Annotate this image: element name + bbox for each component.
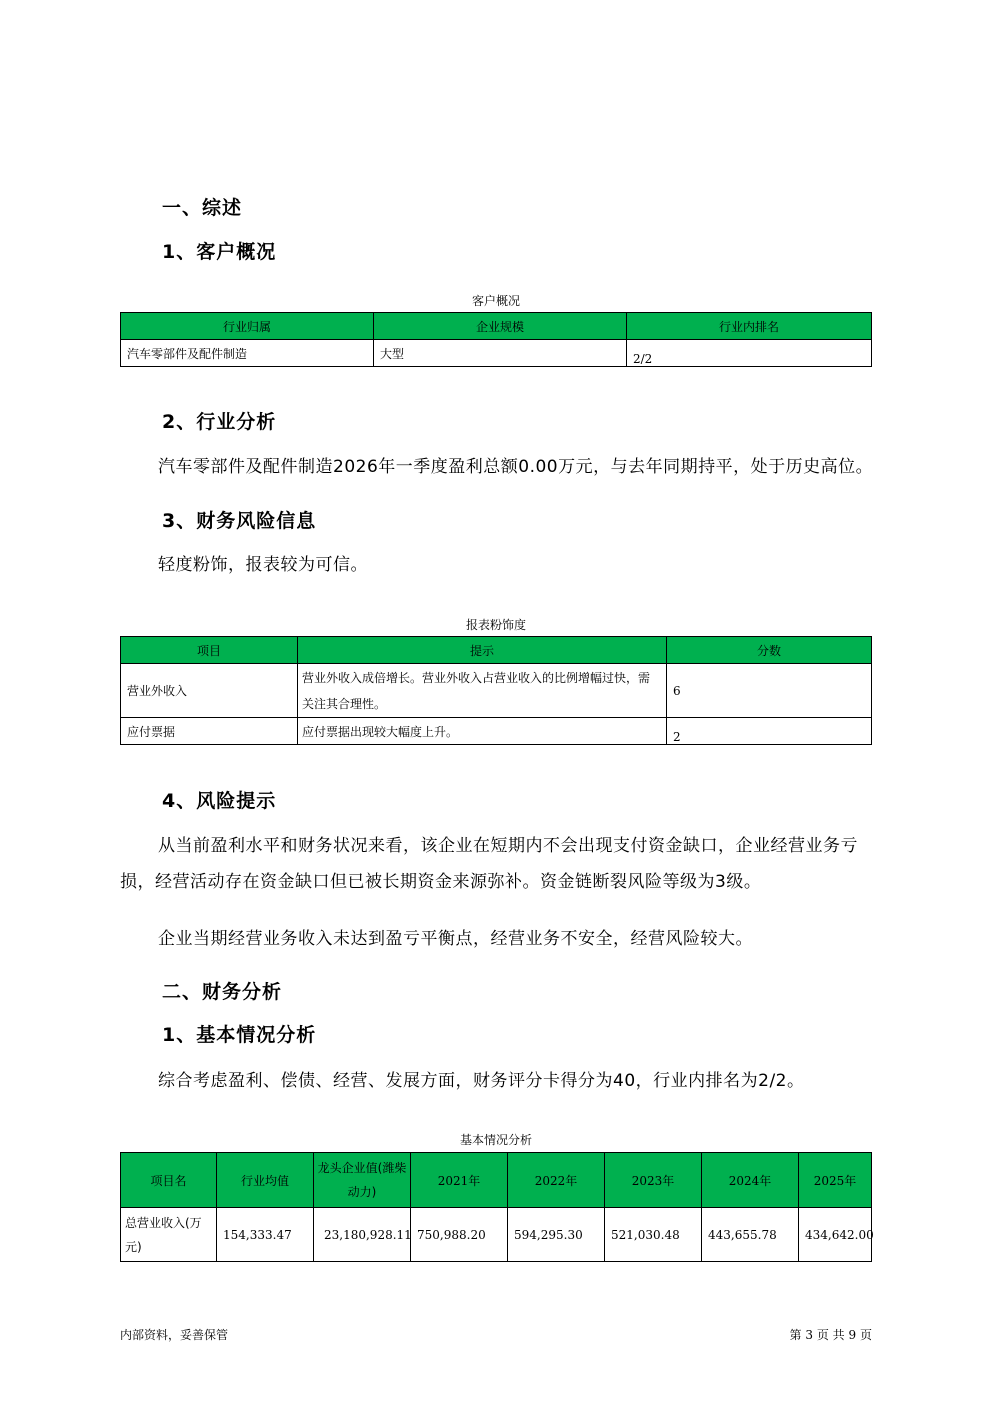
customer-cell-rank: 2/2 [627, 340, 872, 367]
embellish-table-caption: 报表粉饰度 [465, 618, 526, 632]
risk-tip-paragraph-1: 从当前盈利水平和财务状况来看，该企业在短期内不会出现支付资金缺口，企业经营业务亏损，经营活动存在资金缺口但已被长期资金来源弥补。资金链断裂风险等级为3级。 [120, 836, 858, 892]
embellish-header-item: 项目 [121, 637, 298, 664]
basic-cell-2024: 443,655.78 [702, 1208, 799, 1262]
basic-header-leader: 龙头企业值(潍柴动力) [314, 1153, 411, 1208]
industry-analysis-text: 汽车零部件及配件制造2026年一季度盈利总额0.00万元，与去年同期持平，处于历史高位。 [158, 457, 874, 477]
basic-cell-2021: 750,988.20 [411, 1208, 508, 1262]
section-title-industry: 2、行业分析 [162, 411, 277, 433]
basic-header-avg: 行业均值 [217, 1153, 314, 1208]
financial-risk-text: 轻度粉饰，报表较为可信。 [158, 555, 368, 575]
section-title-customer: 1、客户概况 [162, 241, 277, 263]
embellish-header-score: 分数 [667, 637, 872, 664]
basic-cell-avg: 154,333.47 [217, 1208, 314, 1262]
page-mid: 页 共 [816, 1328, 845, 1342]
table-row [121, 1208, 872, 1262]
basic-header-2021: 2021年 [411, 1153, 508, 1208]
section-title-basic: 1、基本情况分析 [162, 1024, 317, 1046]
basic-cell-2025: 434,642.00 [799, 1208, 872, 1262]
page-current: 3 [805, 1328, 814, 1342]
section-title-risk-tip: 4、风险提示 [162, 790, 277, 812]
embellish-hint: 营业外收入成倍增长。营业外收入占营业收入的比例增幅过快，需关注其合理性。 [298, 664, 667, 718]
basic-analysis-text: 综合考虑盈利、偿债、经营、发展方面，财务评分卡得分为40，行业内排名为2/2。 [158, 1071, 805, 1091]
table-row [121, 718, 872, 745]
basic-header-2025: 2025年 [799, 1153, 872, 1208]
basic-header-2023: 2023年 [605, 1153, 702, 1208]
customer-header-scale: 企业规模 [374, 313, 627, 340]
footer-confidential-note: 内部资料，妥善保管 [120, 1328, 229, 1342]
basic-header-2024: 2024年 [702, 1153, 799, 1208]
section-title-financial-risk: 3、财务风险信息 [162, 510, 317, 532]
section-title-financial-analysis: 二、财务分析 [162, 981, 283, 1003]
embellish-score: 6 [667, 664, 872, 718]
basic-header-item: 项目名 [121, 1153, 217, 1208]
risk-tip-paragraph-2: 企业当期经营业务收入未达到盈亏平衡点，经营业务不安全，经营风险较大。 [158, 929, 753, 949]
page-prefix: 第 [789, 1328, 802, 1342]
basic-table-caption: 基本情况分析 [459, 1133, 532, 1147]
customer-cell-industry: 汽车零部件及配件制造 [121, 340, 374, 367]
embellish-header-hint: 提示 [298, 637, 667, 664]
basic-cell-item: 总营业收入(万元) [121, 1208, 217, 1262]
section-title-overview: 一、综述 [162, 197, 243, 219]
embellish-score: 2 [667, 718, 872, 745]
embellish-table [120, 636, 872, 745]
customer-table-caption: 客户概况 [471, 294, 520, 308]
customer-header-rank: 行业内排名 [627, 313, 872, 340]
basic-cell-leader: 23,180,928.11 [314, 1208, 411, 1262]
embellish-hint: 应付票据出现较大幅度上升。 [298, 718, 667, 745]
basic-header-2022: 2022年 [508, 1153, 605, 1208]
customer-table [120, 312, 872, 367]
customer-header-industry: 行业归属 [121, 313, 374, 340]
customer-cell-scale: 大型 [374, 340, 627, 367]
embellish-item: 营业外收入 [121, 664, 298, 718]
footer-page-number [790, 1326, 872, 1343]
basic-table [120, 1152, 872, 1262]
basic-cell-2022: 594,295.30 [508, 1208, 605, 1262]
page-total: 9 [848, 1328, 857, 1342]
embellish-item: 应付票据 [121, 718, 298, 745]
page-suffix: 页 [859, 1328, 872, 1342]
table-row [121, 664, 872, 718]
basic-cell-2023: 521,030.48 [605, 1208, 702, 1262]
